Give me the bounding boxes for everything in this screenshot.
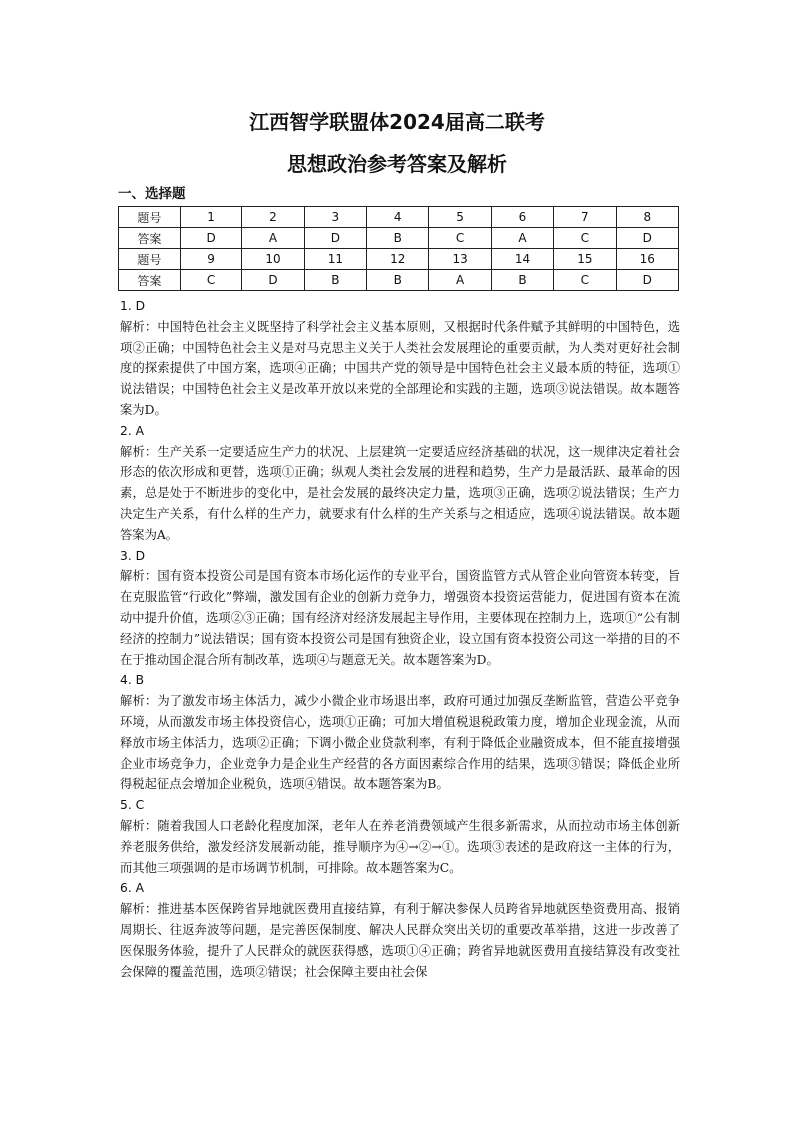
table-cell: C [554,270,616,291]
table-cell: 2 [242,207,304,228]
table-cell: B [304,270,366,291]
table-cell: C [180,270,241,291]
table-cell: C [554,228,616,249]
table-cell: 12 [367,249,429,270]
table-cell: 5 [429,207,491,228]
table-row-header: 题号 [119,207,181,228]
table-row [119,228,679,249]
table-row-header: 答案 [119,228,181,249]
table-cell: 7 [554,207,616,228]
table-cell: A [242,228,304,249]
table-row-header: 题号 [119,249,181,270]
question-number: 5. C [120,798,145,813]
table-cell: 6 [491,207,553,228]
table-cell: 16 [616,249,678,270]
table-cell: 8 [616,207,678,228]
question-number: 6. A [120,881,145,896]
document-subtitle: 思想政治参考答案及解析 [287,152,507,176]
table-cell: 14 [491,249,553,270]
explanation-text: 解析：为了激发市场主体活力，减少小微企业市场退出率，政府可通过加强反垄断监管，营造公平竞争环境，从而激发市场主体投资信心，选项①正确；可加大增值税退税政策力度，增加企业现金流，从而释放市场主体活力，选项②正确；下调小微企业贷款利率，有利于降低企业融资成本，但不能直接增强企业市场竞争力，企业竞争力是企业生产经营的各方面因素综合作用的结果，选项③错误；降低企业所得税起征点会增加企业税负，选项④错误。故本题答案为B。 [120,694,680,792]
table-cell: A [491,228,553,249]
table-cell: 13 [429,249,491,270]
explanation-text: 解析：推进基本医保跨省异地就医费用直接结算，有利于解决参保人员跨省异地就医垫资费用高、报销周期长、往返奔波等问题，是完善医保制度、解决人民群众突出关切的重要改革举措，这进一步改善了医保服务体验，提升了人民群众的就医获得感，选项①④正确；跨省异地就医费用直接结算没有改变社会保障的覆盖范围，选项②错误；社会保障主要由社会保 [120,902,680,979]
table-row [119,249,679,270]
answer-table [118,206,679,291]
table-cell: D [304,228,366,249]
explanation-text: 解析：随着我国人口老龄化程度加深，老年人在养老消费领域产生很多新需求，从而拉动市场主体创新养老服务供给，激发经济发展新动能，推导顺序为④→②→①。选项③表述的是政府这一主体的行为，而其他三项强调的是市场调节机制，可排除。故本题答案为C。 [120,818,680,875]
table-cell: B [367,270,429,291]
table-cell: 10 [242,249,304,270]
table-cell: 3 [304,207,366,228]
table-row [119,207,679,228]
table-cell: D [242,270,304,291]
table-cell: D [616,228,678,249]
table-cell: 1 [180,207,241,228]
section-heading: 一、选择题 [118,186,186,202]
table-cell: B [367,228,429,249]
question-number: 2. A [120,423,145,438]
explanations-list [120,296,680,982]
table-cell: C [429,228,491,249]
explanation-text: 解析：中国特色社会主义既坚持了科学社会主义基本原则，又根据时代条件赋予其鲜明的中国特色，选项②正确；中国特色社会主义是对马克思主义关于人类社会发展理论的重要贡献，为人类对更好社会制度的探索提供了中国方案，选项④正确；中国共产党的领导是中国特色社会主义最本质的特征，选项①说法错误；中国特色社会主义是改革开放以来党的全部理论和实践的主题，选项③说法错误。故本题答案为D。 [120,319,680,417]
table-cell: 11 [304,249,366,270]
table-row-header: 答案 [119,270,181,291]
question-number: 1. D [120,299,146,313]
table-cell: 4 [367,207,429,228]
table-cell: D [180,228,241,249]
table-cell: B [491,270,553,291]
question-number: 3. D [120,548,146,563]
question-number: 4. B [120,673,145,688]
explanation-text: 解析：国有资本投资公司是国有资本市场化运作的专业平台，国资监管方式从管企业向管资本转变，旨在克服监管“行政化”弊端，激发国有企业的创新力竞争力，增强资本投资运营能力，促进国有资本在流动中提升价值，选项②③正确；国有经济对经济发展起主导作用，主要体现在控制力上，选项①“公有制经济的控制力”说法错误；国有资本投资公司是国有独资企业，设立国有资本投资公司这一举措的目的不在于推动国企混合所有制改革，选项④与题意无关。故本题答案为D。 [120,569,680,667]
table-row [119,270,679,291]
explanation-text: 解析：生产关系一定要适应生产力的状况、上层建筑一定要适应经济基础的状况，这一规律决定着社会形态的依次形成和更替，选项①正确；纵观人类社会发展的进程和趋势，生产力是最活跃、最革命的因素，总是处于不断进步的变化中，是社会发展的最终决定力量，选项③正确，选项②说法错误；生产力决定生产关系，有什么样的生产力，就要求有什么样的生产关系与之相适应，选项④说法错误。故本题答案为A。 [120,444,680,542]
table-cell: 9 [180,249,241,270]
document-title: 江西智学联盟体2024届高二联考 [249,110,545,134]
table-cell: 15 [554,249,616,270]
table-cell: A [429,270,491,291]
table-cell: D [616,270,678,291]
